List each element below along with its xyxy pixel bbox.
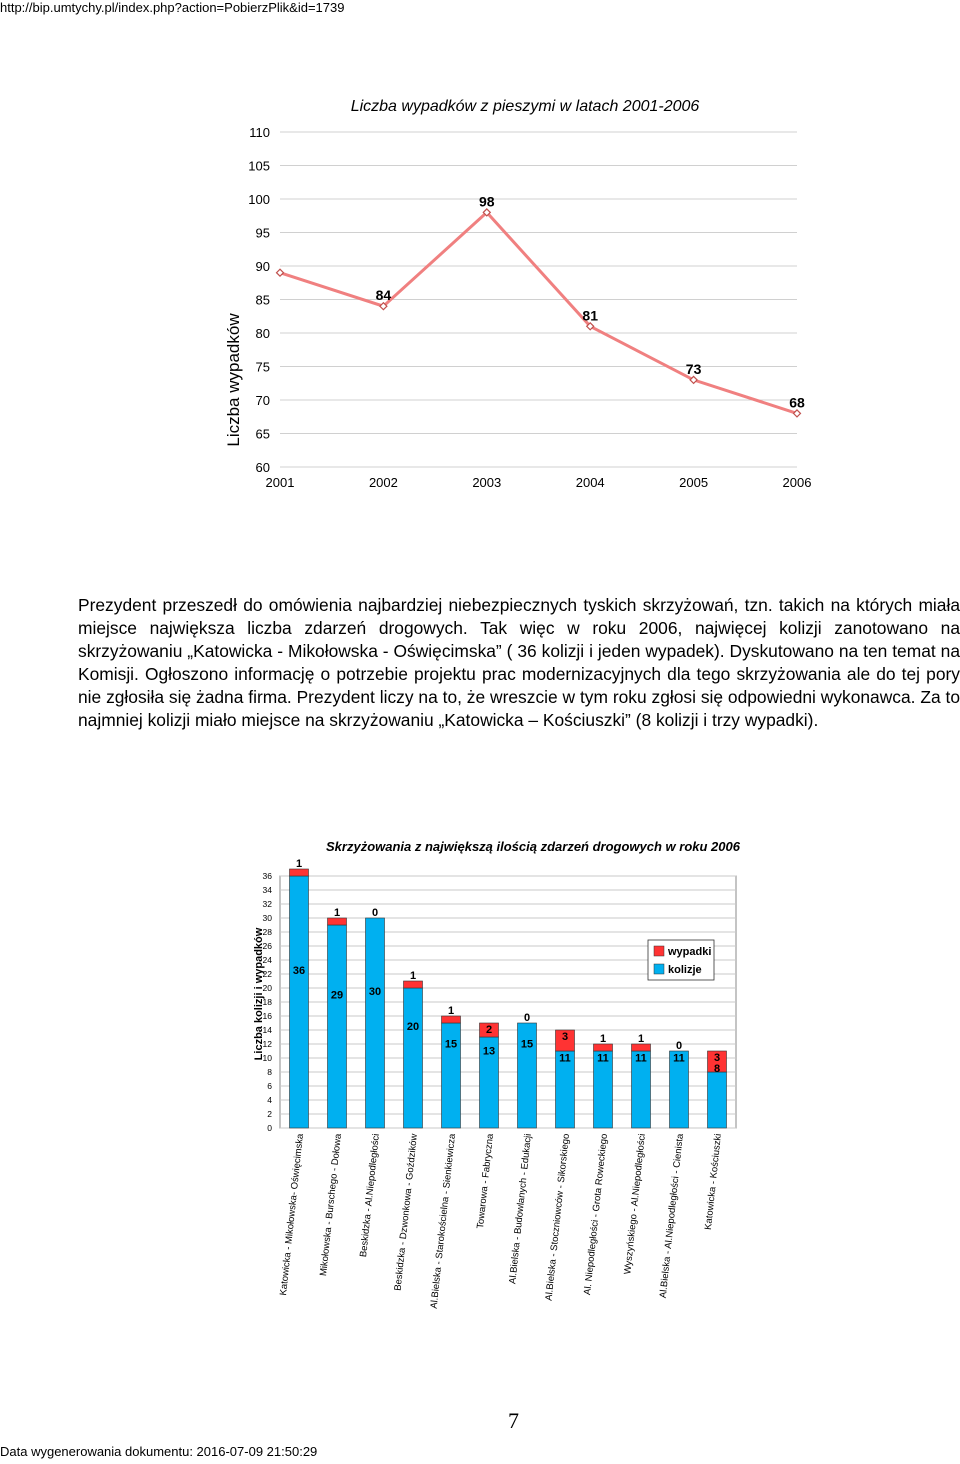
- label-kolizje: 11: [559, 1052, 571, 1065]
- chart2-y-tick: 34: [262, 885, 272, 895]
- bar-kolizje: [328, 925, 347, 1128]
- chart2-category-label: Al.Bielska - Stoczniowców - Sikorskiego: [543, 1133, 572, 1302]
- chart2-category-label: Al.Bielska - Starokościelna - Sienkiewicza: [428, 1133, 458, 1310]
- chart2-y-tick: 24: [262, 955, 272, 965]
- label-kolizje: 20: [406, 1021, 420, 1033]
- chart2-legend: [648, 940, 714, 980]
- chart2-y-tick: 10: [262, 1053, 272, 1063]
- legend-swatch-kolizje: [654, 964, 664, 974]
- label-wypadki: 0: [675, 1040, 683, 1052]
- chart2-y-tick: 30: [262, 913, 272, 923]
- source-url: http://bip.umtychy.pl/index.php?action=PobierzPlik&id=1739: [0, 0, 345, 15]
- chart1-y-tick: 95: [255, 225, 270, 241]
- label-kolizje: 15: [520, 1038, 534, 1051]
- chart2-y-tick: 0: [267, 1123, 272, 1133]
- label-kolizje: 15: [444, 1038, 458, 1051]
- chart1-y-tick: 65: [255, 426, 270, 442]
- label-kolizje: 13: [482, 1045, 496, 1058]
- label-wypadki: 1: [333, 907, 341, 919]
- bar-kolizje: [290, 876, 309, 1128]
- chart1-title: Liczba wypadków z pieszymi w latach 2001-2006: [350, 98, 700, 115]
- bar-wypadki: [632, 1044, 651, 1051]
- bar-kolizje: [708, 1072, 727, 1128]
- chart1-y-tick: 90: [255, 259, 270, 274]
- label-wypadki: 3: [713, 1052, 721, 1064]
- label-wypadki: 1: [295, 858, 303, 870]
- label-wypadki: 1: [409, 970, 417, 982]
- chart2-category-label: Beskidzka - Dzwonkowa - Goździków: [392, 1133, 420, 1292]
- label-wypadki: 1: [599, 1033, 607, 1045]
- chart1-data-label: 84: [375, 287, 392, 304]
- label-wypadki: 0: [371, 907, 379, 919]
- chart2-y-tick: 36: [262, 871, 272, 881]
- chart1-data-label: 98: [479, 193, 495, 210]
- chart2-y-tick: 6: [267, 1081, 272, 1091]
- chart2-category-label: Towarowa - Fabryczna: [475, 1133, 496, 1230]
- chart2-y-tick: 20: [262, 983, 272, 993]
- chart2-title: Skrzyżowania z największą ilością zdarzeń drogowych w roku 2006: [326, 839, 740, 854]
- chart1-y-tick: 110: [249, 125, 270, 140]
- chart1-data-label: 73: [685, 360, 702, 377]
- chart1-x-tick: 2001: [265, 475, 295, 490]
- bar-wypadki: [594, 1044, 613, 1051]
- chart1-data-label: 81: [582, 307, 598, 324]
- chart2-y-tick: 12: [262, 1039, 272, 1049]
- chart2-category-label: Al. Niepodległości - Grota Roweckiego: [582, 1133, 610, 1296]
- bar-wypadki: [290, 869, 309, 876]
- chart1-y-tick: 100: [248, 192, 270, 207]
- chart2-y-tick: 26: [262, 941, 272, 951]
- chart1-ylabel: Liczba wypadków: [224, 313, 243, 447]
- chart2-y-tick: 8: [267, 1067, 272, 1077]
- chart2-category-label: Katowicka - Kościuszki: [702, 1133, 724, 1231]
- chart2-category-label: Beskidzka - Al.Niepodległości: [358, 1133, 382, 1258]
- label-kolizje: 11: [673, 1052, 685, 1065]
- chart2-y-tick: 4: [267, 1095, 272, 1105]
- chart2-category-label: Wyszyńskiego - Al.Niepodległości: [622, 1133, 648, 1275]
- legend-label-kolizje: kolizje: [668, 964, 702, 976]
- chart2-category-label: Al.Bielska - Al.Niepodległości - Cienista: [657, 1133, 686, 1299]
- chart1-x-tick: 2004: [575, 475, 605, 490]
- chart2-y-tick: 14: [262, 1025, 272, 1035]
- bar-kolizje: [404, 988, 423, 1128]
- label-wypadki: 1: [447, 1005, 455, 1017]
- chart1-point: [794, 410, 801, 417]
- chart1-x-tick: 2003: [472, 475, 502, 490]
- chart1-y-tick: 75: [255, 359, 270, 375]
- chart2-y-tick: 28: [262, 927, 272, 937]
- chart2-category-label: Al.Bielska - Budowlanych - Edukacji: [507, 1133, 534, 1285]
- bar-wypadki: [404, 981, 423, 988]
- bar-kolizje: [366, 918, 385, 1128]
- label-wypadki: 1: [637, 1033, 645, 1045]
- chart2-y-tick: 18: [262, 997, 272, 1007]
- chart1-y-tick: 60: [255, 460, 270, 475]
- label-wypadki: 0: [523, 1012, 531, 1024]
- generation-date: Data wygenerowania dokumentu: 2016-07-09 21:50:29: [0, 1444, 318, 1459]
- chart2-category-label: Katowicka - Mikołowska- Oświęcimska: [278, 1133, 306, 1297]
- chart2-y-tick: 22: [262, 969, 272, 979]
- bar-wypadki: [442, 1016, 461, 1023]
- label-kolizje: 30: [368, 986, 382, 998]
- body-paragraph: Prezydent przeszedł do omówienia najbardziej niebezpiecznych tyskich skrzyżowań, tzn. takich na których miała miejsce największa liczba zdarzeń drogowych. Tak więc w roku 2006, najwięcej kolizji zanotowano na skrzyżowaniu „Katowicka - Mikołowska - Oświęcimska” ( 36 kolizji i jeden wypadek). Dyskutowano na ten temat na Komisji. Ogłoszono informację o potrzebie projektu prac modernizacyjnych dla tego skrzyżowania ale do tej pory nie zgłosiła się żadna firma. Prezydent liczy na to, że wreszcie w tym roku zgłosi się odpowiedni wykonawca. Za to najmniej kolizji miało miejsce na skrzyżowaniu „Katowicka – Kościuszki” (8 kolizji i trzy wypadki).: [78, 595, 960, 730]
- chart1-y-tick: 70: [255, 393, 270, 408]
- page-number: 7: [508, 1408, 519, 1433]
- chart1-point: [277, 269, 284, 276]
- chart2-category-label: Mikołowska - Burschego - Dołowa: [318, 1133, 344, 1277]
- label-wypadki: 3: [561, 1031, 569, 1043]
- chart2-y-tick: 2: [267, 1109, 272, 1119]
- chart1-y-tick: 85: [255, 292, 270, 308]
- label-kolizje: 11: [635, 1052, 647, 1065]
- label-wypadki: 2: [485, 1024, 493, 1036]
- chart2-y-tick: 32: [262, 899, 272, 909]
- chart1-x-tick: 2005: [679, 475, 709, 490]
- legend-label-wypadki: wypadki: [668, 946, 712, 958]
- chart1-series-line: [280, 212, 797, 413]
- chart1-x-tick: 2006: [782, 475, 812, 490]
- chart1-y-tick: 80: [255, 326, 270, 341]
- legend-swatch-wypadki: [654, 946, 664, 956]
- label-kolizje: 8: [713, 1063, 721, 1075]
- label-kolizje: 29: [330, 989, 344, 1002]
- intersections-bar-chart: [0, 830, 960, 1310]
- chart1-data-label: 68: [789, 394, 805, 411]
- chart2-ylabel: Liczba kolizji i wypadków: [253, 927, 265, 1061]
- chart2-y-tick: 16: [262, 1011, 272, 1021]
- label-kolizje: 36: [292, 965, 306, 977]
- chart1-x-tick: 2002: [368, 475, 398, 490]
- accidents-line-chart: [0, 80, 960, 580]
- chart1-y-tick: 105: [248, 158, 270, 174]
- bar-wypadki: [328, 918, 347, 925]
- label-kolizje: 11: [597, 1052, 609, 1065]
